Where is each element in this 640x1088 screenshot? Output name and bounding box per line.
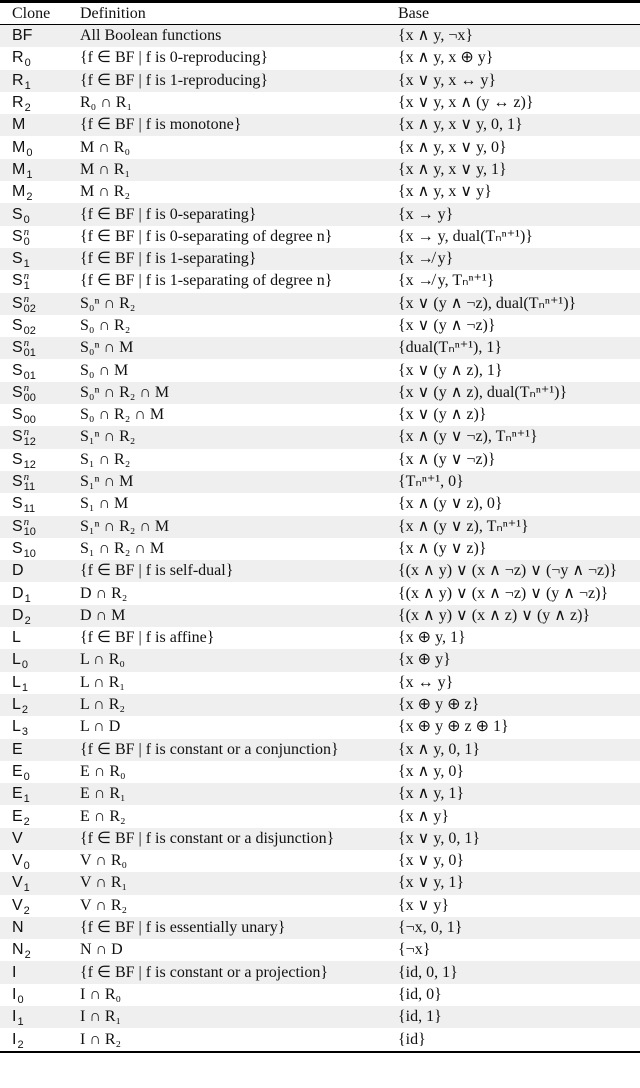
header-definition: Definition [68,2,386,25]
clone-name: N [12,941,24,959]
clone-superscript [17,1030,23,1040]
clone-cell [0,426,68,448]
clone-cell [0,203,68,225]
definition-cell: S₀ⁿ ∩ M [68,337,386,359]
table-row [0,136,640,158]
table-row [0,917,640,939]
clone-name: E [12,807,23,825]
base-cell: {x ∧ y, 0} [398,762,465,780]
base-cell: {x ⊕ y, 1} [398,629,466,647]
clone-subscript: 2 [24,102,31,115]
base-cell: {x ⊕ y ⊕ z ⊕ 1} [398,718,509,736]
clone-subscript: 10 [23,547,36,560]
clone-cell [0,248,68,270]
definition-cell: {f ∈ BF | f is affine} [80,629,215,647]
base-cell: {(x ∧ y) ∨ (x ∧ ¬z) ∨ (¬y ∧ ¬z)} [386,560,640,582]
base-cell: {dual(Tₙⁿ⁺¹), 1} [386,337,640,359]
definition-cell: {f ∈ BF | f is 1-separating} [68,248,386,270]
table-row [0,582,640,604]
table-row [0,426,640,448]
table-row [0,1028,640,1051]
clone-subscript: 1 [23,882,30,895]
base-cell: {¬x, 0, 1} [386,917,640,939]
clone-cell [0,315,68,337]
clone-subscript: 11 [23,481,36,494]
definition-cell: {f ∈ BF | f is essentially unary} [68,917,386,939]
base-cell: {x ∨ (y ∧ z), dual(Tₙⁿ⁺¹)} [386,382,640,404]
base-cell: {x ∧ y, x ⊕ y} [398,49,494,67]
clone-subscript: 00 [23,414,36,427]
header-row [0,2,640,25]
table-row [0,70,640,92]
clone-name: S [12,317,23,334]
definition-cell: {f ∈ BF | f is self-dual} [68,560,386,582]
clone-subscript: 2 [21,704,29,717]
clone-subscript: 02 [23,302,36,315]
clone-name: L [12,651,21,669]
clone-cell [0,582,68,604]
definition-cell: L ∩ D [80,718,121,736]
clone-cell [0,917,68,939]
table-row [0,828,640,850]
clone-subscript: 0 [23,213,30,226]
base-cell: {x ∧ (y ∨ ¬z)} [398,450,496,468]
definition-cell: E ∩ R₁ [68,783,386,805]
clone-subscript: 1 [23,258,30,271]
table-row [0,315,640,337]
clone-subscript: 0 [23,235,30,248]
definition-cell: {f ∈ BF | f is 1-separating of degree n} [80,272,333,290]
base-cell: {x ∧ y, x ∨ y} [398,183,492,201]
clone-name: S [12,495,23,513]
clone-subscript: 0 [24,57,31,70]
clone-cell [0,493,68,515]
base-cell: {(x ∧ y) ∨ (x ∧ ¬z) ∨ (y ∧ ¬z)} [398,584,609,602]
base-cell: {x → y} [386,203,640,225]
clone-name: R [12,94,24,112]
table-row [0,25,640,48]
definition-cell: E ∩ R₂ [80,807,126,825]
base-cell: {x ∨ y, x ∧ (y ↔ z)} [398,94,534,112]
clone-name: I [12,963,17,981]
clone-name: E [12,785,23,803]
base-cell: {(x ∧ y) ∨ (x ∧ z) ∨ (y ∧ z)} [386,605,640,627]
definition-cell: I ∩ R₀ [80,985,122,1003]
base-cell: {¬x} [398,941,431,959]
definition-cell: {f ∈ BF | f is 0-separating of degree n} [80,227,333,245]
table-row [0,359,640,381]
clone-cell [0,984,68,1006]
clone-cell [0,471,68,493]
clone-cell [0,226,68,248]
definition-cell: {f ∈ BF | f is constant or a projection} [68,961,386,983]
clone-subscript: 0 [21,659,29,672]
clone-name: E [12,762,23,780]
clone-name: S [12,250,23,268]
table-row [0,761,640,783]
definition-cell: S₀ⁿ ∩ R₂ ∩ M [68,382,386,404]
base-cell: {x ∧ y, 1} [386,783,640,805]
table-row [0,716,640,738]
base-cell: {x ∧ (y ∨ z)} [398,539,487,557]
table-row [0,538,640,560]
table-row [0,203,640,225]
clone-cell [0,895,68,917]
clone-name: S [12,205,23,223]
clone-cell [0,961,68,983]
clone-name: S [12,361,23,379]
clone-name: S [12,227,23,245]
clone-name: S [12,428,23,446]
table-row [0,939,640,961]
clone-name: V [12,829,23,847]
clone-cell [0,337,68,359]
base-cell: {id, 0} [398,985,442,1003]
base-cell: {x ↛ y, Tₙⁿ⁺¹} [398,272,495,290]
clone-name: L [12,673,21,691]
clone-subscript: 1 [26,168,33,181]
definition-cell: S₀ ∩ R₂ [80,317,131,334]
clone-name: L [12,629,21,647]
table-row [0,605,640,627]
base-cell: {x → y, dual(Tₙⁿ⁺¹)} [398,227,533,245]
base-cell: {x ∨ (y ∧ z)} [398,406,487,424]
base-cell: {x ∨ (y ∧ ¬z)} [398,317,496,334]
definition-cell: R₀ ∩ R₁ [80,94,133,112]
clone-name: I [12,1030,17,1048]
base-cell: {x ∨ (y ∧ ¬z), dual(Tₙⁿ⁺¹)} [386,293,640,315]
clone-cell [0,761,68,783]
clone-name: S [12,406,23,424]
base-cell: {x ∧ (y ∨ z), 0} [398,495,503,513]
clone-name: D [12,606,24,624]
clone-subscript: 02 [23,325,36,337]
clone-cell [0,1006,68,1028]
definition-cell: I ∩ R₁ [68,1006,386,1028]
clone-superscript: n [23,292,30,305]
base-cell: {x ∨ (y ∧ z), 1} [398,361,503,379]
definition-cell: D ∩ R₂ [80,584,128,602]
clone-name: V [12,852,23,870]
clone-subscript: 12 [23,436,36,449]
table-row [0,672,640,694]
clone-cell [0,70,68,92]
table-row [0,114,640,136]
table-row [0,984,640,1006]
clone-name: E [12,740,23,758]
clone-cell [0,939,68,961]
clone-subscript: 12 [23,458,36,471]
table-row [0,248,640,270]
definition-cell: S₀ ∩ R₂ ∩ M [80,406,165,424]
clone-cell [0,716,68,738]
clone-subscript: 01 [23,369,36,382]
clone-subscript: 2 [23,904,30,917]
definition-cell: All Boolean functions [68,25,386,48]
definition-cell: {f ∈ BF | f is 1-reproducing} [68,70,386,92]
base-cell: {x ⊕ y ⊕ z} [386,694,640,716]
clone-superscript: n [23,225,30,238]
clone-superscript: n [23,381,30,394]
base-cell: {x ∧ (y ∨ z), Tₙⁿ⁺¹} [386,516,640,538]
clone-superscript: n [23,471,30,484]
clone-cell [0,181,68,203]
table-row [0,560,640,582]
table-row [0,850,640,872]
clone-cell [0,850,68,872]
base-cell: {x ∨ y, 0, 1} [386,828,640,850]
base-cell: {id} [398,1030,426,1048]
clone-subscript: 3 [21,726,29,739]
clone-name: S [12,473,23,491]
clone-cell [0,449,68,471]
base-cell: {x ↛ y} [386,248,640,270]
clone-subscript: 1 [17,1016,24,1029]
clone-cell [0,538,68,560]
table-row [0,471,640,493]
definition-cell: D ∩ M [68,605,386,627]
table-row [0,270,640,292]
definition-cell: {f ∈ BF | f is constant or a conjunction} [68,739,386,761]
clone-subscript: 0 [26,146,33,159]
base-cell: {x ∨ y} [398,896,450,914]
table-row [0,627,640,649]
clone-subscript: 2 [23,815,30,828]
clone-cell [0,25,68,48]
clone-cell [0,783,68,805]
clone-name: V [12,896,23,914]
table-row [0,649,640,671]
definition-cell: V ∩ R₁ [68,872,386,894]
clone-name: S [12,339,23,357]
table-row [0,92,640,114]
clone-subscript: 1 [23,280,30,293]
clone-cell [0,516,68,538]
clone-cell [0,805,68,827]
table-row [0,293,640,315]
clone-cell [0,136,68,158]
table-row [0,226,640,248]
clone-name: R [12,49,24,67]
table-row [0,382,640,404]
base-cell: {x ∧ y, x ∨ y, 1} [386,159,640,181]
definition-cell: S₀ ∩ M [80,361,129,379]
clone-cell [0,605,68,627]
definition-cell: L ∩ R₂ [68,694,386,716]
clone-cell [0,47,68,69]
clone-cell [0,627,68,649]
base-cell: {x ∧ y, x ∨ y, 0, 1} [386,114,640,136]
clone-subscript: 2 [24,949,31,962]
clone-subscript: 10 [23,525,36,538]
clone-subscript: 0 [23,770,30,783]
definition-cell: I ∩ R₂ [80,1030,122,1048]
base-cell: {x ↔ y} [398,673,454,691]
clone-cell [0,739,68,761]
clone-cell [0,114,68,136]
clone-superscript: n [23,426,30,439]
clone-subscript: 0 [17,993,24,1006]
table-row [0,159,640,181]
definition-cell: S₁ⁿ ∩ R₂ ∩ M [68,516,386,538]
clone-name: S [12,539,23,557]
base-cell: {x ∧ y} [398,807,450,825]
clone-subscript: 2 [24,614,31,627]
base-cell: {x ∨ y, x ↔ y} [386,70,640,92]
table-row [0,805,640,827]
table-row [0,516,640,538]
clone-cell [0,649,68,671]
clone-cell [0,270,68,292]
table-row [0,47,640,69]
definition-cell: N ∩ D [80,941,123,959]
clone-name: I [12,1008,17,1026]
clone-cell [0,404,68,426]
base-cell: {x ∨ y, 1} [386,872,640,894]
definition-cell: S₁ ∩ R₂ ∩ M [80,539,165,557]
definition-cell: V ∩ R₂ [80,896,128,914]
base-cell: {x ∧ (y ∨ ¬z), Tₙⁿ⁺¹} [386,426,640,448]
definition-cell: M ∩ R₁ [68,159,386,181]
definition-cell: M ∩ R₀ [80,138,131,156]
definition-cell: {f ∈ BF | f is 0-reproducing} [80,49,269,67]
definition-cell: {f ∈ BF | f is 0-separating} [68,203,386,225]
clone-superscript: n [23,270,30,283]
header-clone: Clone [0,2,68,25]
clone-name: S [12,294,23,312]
clone-cell [0,560,68,582]
clone-cell [0,159,68,181]
clone-cell [0,828,68,850]
base-cell: {id, 1} [386,1006,640,1028]
clone-cell [0,1028,68,1051]
base-cell: {id, 0, 1} [386,961,640,983]
clone-name: L [12,718,21,736]
clone-name: BF [12,27,33,45]
clone-subscript: 00 [23,391,36,404]
clone-cell [0,672,68,694]
clone-superscript: n [23,337,30,350]
clone-name: L [12,696,21,714]
definition-cell: S₁ ∩ R₂ [80,450,131,468]
table-row [0,961,640,983]
clone-cell [0,382,68,404]
clone-subscript: 1 [24,79,31,92]
definition-cell: L ∩ R₁ [80,673,125,691]
clone-name: N [12,918,24,936]
table-row [0,337,640,359]
clone-name: D [12,584,24,602]
clone-subscript: 0 [23,860,30,873]
definition-cell: {f ∈ BF | f is monotone} [68,114,386,136]
table-row [0,181,640,203]
base-cell: {x ∨ y, 0} [398,852,465,870]
definition-cell: S₁ⁿ ∩ M [68,471,386,493]
clone-cell [0,872,68,894]
clone-subscript: 1 [24,592,31,605]
clone-subscript: 1 [23,793,30,806]
table-row [0,493,640,515]
base-cell: {x ∧ y, 0, 1} [386,739,640,761]
table-row [0,1006,640,1028]
clone-subscript: 2 [26,191,33,204]
clone-name: S [12,517,23,535]
clone-name: M [12,138,26,156]
base-cell: {Tₙⁿ⁺¹, 0} [386,471,640,493]
clone-name: M [12,183,26,201]
clone-cell [0,92,68,114]
base-cell: {x ∧ y, x ∨ y, 0} [398,138,507,156]
table-row [0,872,640,894]
definition-cell: L ∩ R₀ [68,649,386,671]
header-base: Base [386,2,640,25]
clone-name: R [12,71,24,89]
base-cell: {x ∧ y, ¬x} [386,25,640,48]
definition-cell: S₁ⁿ ∩ R₂ [68,426,386,448]
clone-subscript: 1 [21,681,29,694]
definition-cell: S₁ ∩ M [80,495,129,513]
definition-cell: V ∩ R₀ [80,852,128,870]
clone-name: S [12,272,23,290]
clone-name: S [12,383,23,401]
clone-cell [0,293,68,315]
clone-name: M [12,160,26,178]
table-row [0,739,640,761]
clone-name: I [12,985,17,1003]
table-body [0,25,640,1052]
clone-name: M [12,116,26,134]
clone-subscript: 01 [23,347,36,360]
definition-cell: S₀ⁿ ∩ R₂ [68,293,386,315]
clone-name: V [12,874,23,892]
table-row [0,449,640,471]
clone-name: D [12,562,24,580]
table-row [0,404,640,426]
clone-cell [0,694,68,716]
definition-cell: {f ∈ BF | f is constant or a disjunction} [68,828,386,850]
clone-superscript: n [23,515,30,528]
definition-cell: E ∩ R₀ [80,762,126,780]
base-cell: {x ⊕ y} [386,649,640,671]
table-row [0,895,640,917]
definition-cell: M ∩ R₂ [80,183,131,201]
clone-subscript: 2 [17,1038,24,1051]
table-row [0,694,640,716]
table-row [0,783,640,805]
clone-cell [0,359,68,381]
clone-subscript: 11 [23,503,36,516]
clone-name: S [12,450,23,468]
